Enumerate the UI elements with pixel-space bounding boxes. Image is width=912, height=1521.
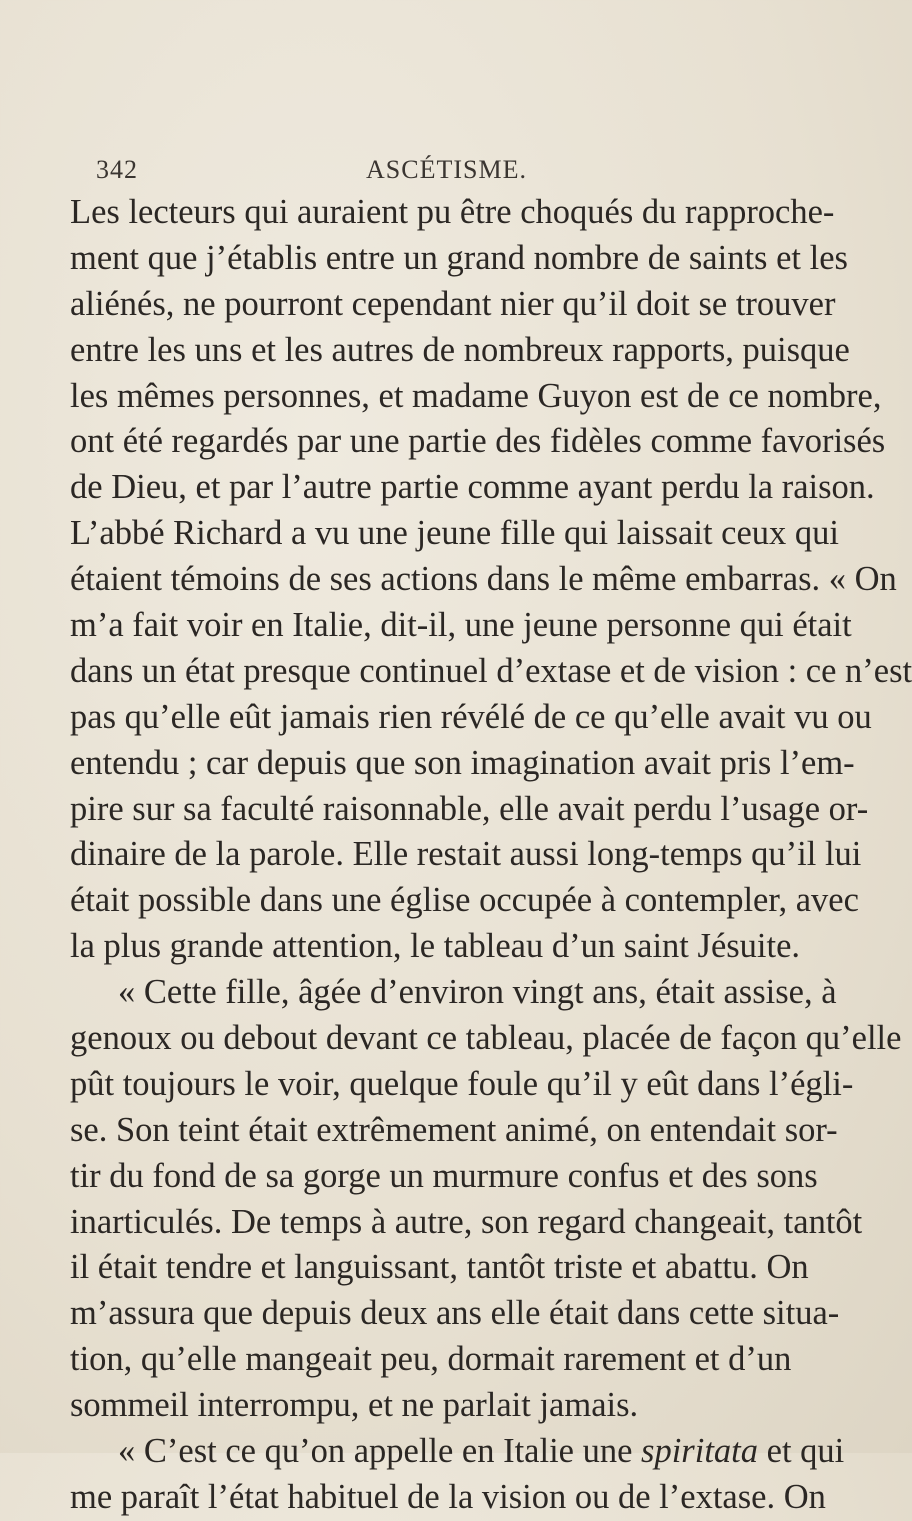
text-segment: « C’est ce qu’on appelle en Italie une (118, 1432, 633, 1471)
text-line: inarticulés. De temps à autre, son regard changeait, tantôt (70, 1202, 863, 1241)
text-line: pas qu’elle eût jamais rien révélé de ce qu’elle avait vu ou (70, 697, 872, 736)
text-line: m’assura que depuis deux ans elle était dans cette situa- (70, 1294, 840, 1333)
text-line: les mêmes personnes, et madame Guyon est de ce nombre, (70, 376, 882, 415)
text-line: pût toujours le voir, quelque foule qu’il y eût dans l’égli- (70, 1064, 854, 1103)
text-line: ment que j’établis entre un grand nombre de saints et les (70, 238, 848, 277)
text-segment: et qui (766, 1432, 845, 1471)
text-line: de Dieu, et par l’autre partie comme ayant perdu la raison. (70, 468, 875, 507)
italic-term: spiritata (641, 1432, 758, 1471)
text-line (70, 1429, 845, 1475)
text-line: il était tendre et languissant, tantôt triste et abattu. On (70, 1248, 809, 1287)
text-line: « Cette fille, âgée d’environ vingt ans, était assise, à (118, 973, 837, 1012)
text-line: entre les uns et les autres de nombreux rapports, puisque (70, 330, 850, 369)
text-line: se. Son teint était extrêmement animé, on entendait sor- (70, 1110, 838, 1149)
text-line: sommeil interrompu, et ne parlait jamais. (70, 1386, 639, 1425)
text-line: Les lecteurs qui auraient pu être choqués du rapproche- (70, 193, 835, 231)
text-line: dinaire de la parole. Elle restait aussi long-temps qu’il lui (70, 835, 862, 874)
running-title: ASCÉTISME. (366, 155, 527, 184)
text-line: m’a fait voir en Italie, dit-il, une jeune personne qui était (70, 606, 852, 645)
text-line: genoux ou debout devant ce tableau, placée de façon qu’elle (70, 1019, 902, 1058)
text-line: était possible dans une église occupée à contempler, avec (70, 881, 859, 920)
text-line: la plus grande attention, le tableau d’un saint Jésuite. (70, 927, 801, 966)
text-line: pire sur sa faculté raisonnable, elle avait perdu l’usage or- (70, 789, 869, 828)
text-line: tir du fond de sa gorge un murmure confus et des sons (70, 1156, 818, 1195)
body-text (70, 190, 912, 1521)
text-line: dans un état presque continuel d’extase et de vision : ce n’est (70, 651, 912, 690)
text-line: entendu ; car depuis que son imagination avait pris l’em- (70, 743, 855, 782)
text-line: tion, qu’elle mangeait peu, dormait rarement et d’un (70, 1340, 792, 1379)
text-line: ont été regardés par une partie des fidèles comme favorisés (70, 422, 886, 461)
page-number: 342 (96, 155, 138, 184)
text-line: L’abbé Richard a vu une jeune fille qui laissait ceux qui (70, 514, 839, 553)
running-header (96, 155, 736, 191)
text-line: étaient témoins de ses actions dans le même embarras. « On (70, 560, 897, 599)
text-line: aliénés, ne pourront cependant nier qu’il doit se trouver (70, 284, 836, 323)
text-line: me paraît l’état habituel de la vision ou de l’extase. On (70, 1477, 826, 1516)
